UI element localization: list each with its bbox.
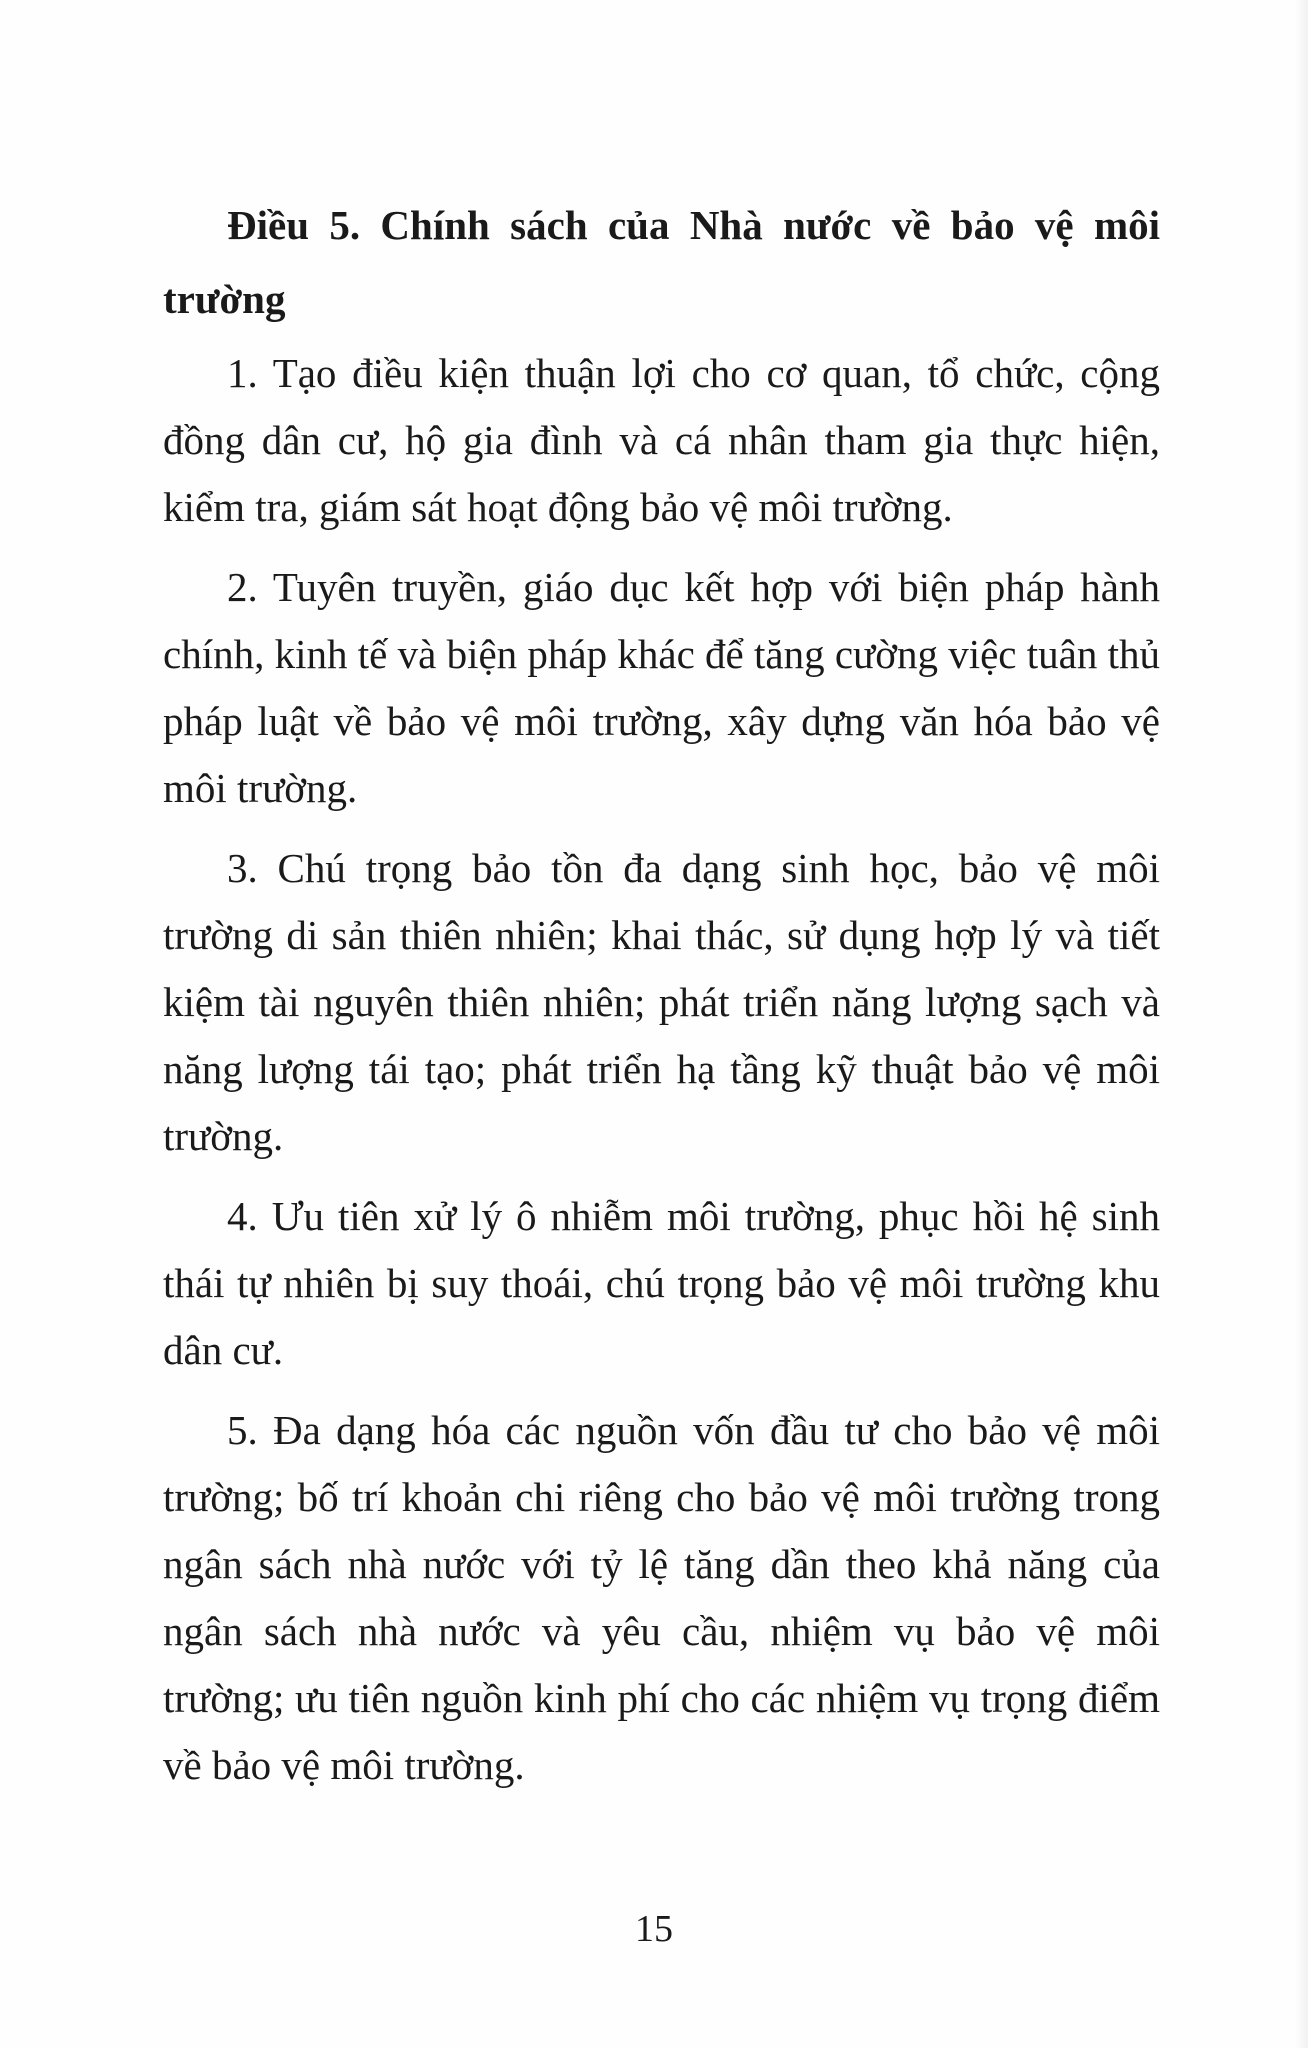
clause-5: 5. Đa dạng hóa các nguồn vốn đầu tư cho bảo vệ môi trường; bố trí khoản chi riêng cho bảo vệ môi trường trong ngân sách nhà nước với tỷ lệ tăng dần theo khả năng của ngân sách nhà nước và yêu cầu, nhiệm vụ bảo vệ môi trường; ưu tiên nguồn kinh phí cho các nhiệm vụ trọng điểm về bảo vệ môi trường. bbox=[163, 1407, 1160, 1788]
page-number: 15 bbox=[635, 1908, 673, 1950]
article-title: Điều 5. Chính sách của Nhà nước về bảo vệ môi trường bbox=[163, 202, 1160, 322]
clause-4: 4. Ưu tiên xử lý ô nhiễm môi trường, phục hồi hệ sinh thái tự nhiên bị suy thoái, chú trọng bảo vệ môi trường khu dân cư. bbox=[163, 1193, 1160, 1373]
page-edge-shadow bbox=[1294, 0, 1308, 2048]
clause-2: 2. Tuyên truyền, giáo dục kết hợp với biện pháp hành chính, kinh tế và biện pháp khác để tăng cường việc tuân thủ pháp luật về bảo vệ môi trường, xây dựng văn hóa bảo vệ môi trường. bbox=[163, 564, 1160, 811]
clause-3: 3. Chú trọng bảo tồn đa dạng sinh học, bảo vệ môi trường di sản thiên nhiên; khai thác, sử dụng hợp lý và tiết kiệm tài nguyên thiên nhiên; phát triển năng lượng sạch và năng lượng tái tạo; phát triển hạ tầng kỹ thuật bảo vệ môi trường. bbox=[163, 845, 1160, 1159]
clause-1: 1. Tạo điều kiện thuận lợi cho cơ quan, tổ chức, cộng đồng dân cư, hộ gia đình và cá nhân tham gia thực hiện, kiểm tra, giám sát hoạt động bảo vệ môi trường. bbox=[163, 350, 1160, 530]
article-body bbox=[163, 188, 1160, 1812]
